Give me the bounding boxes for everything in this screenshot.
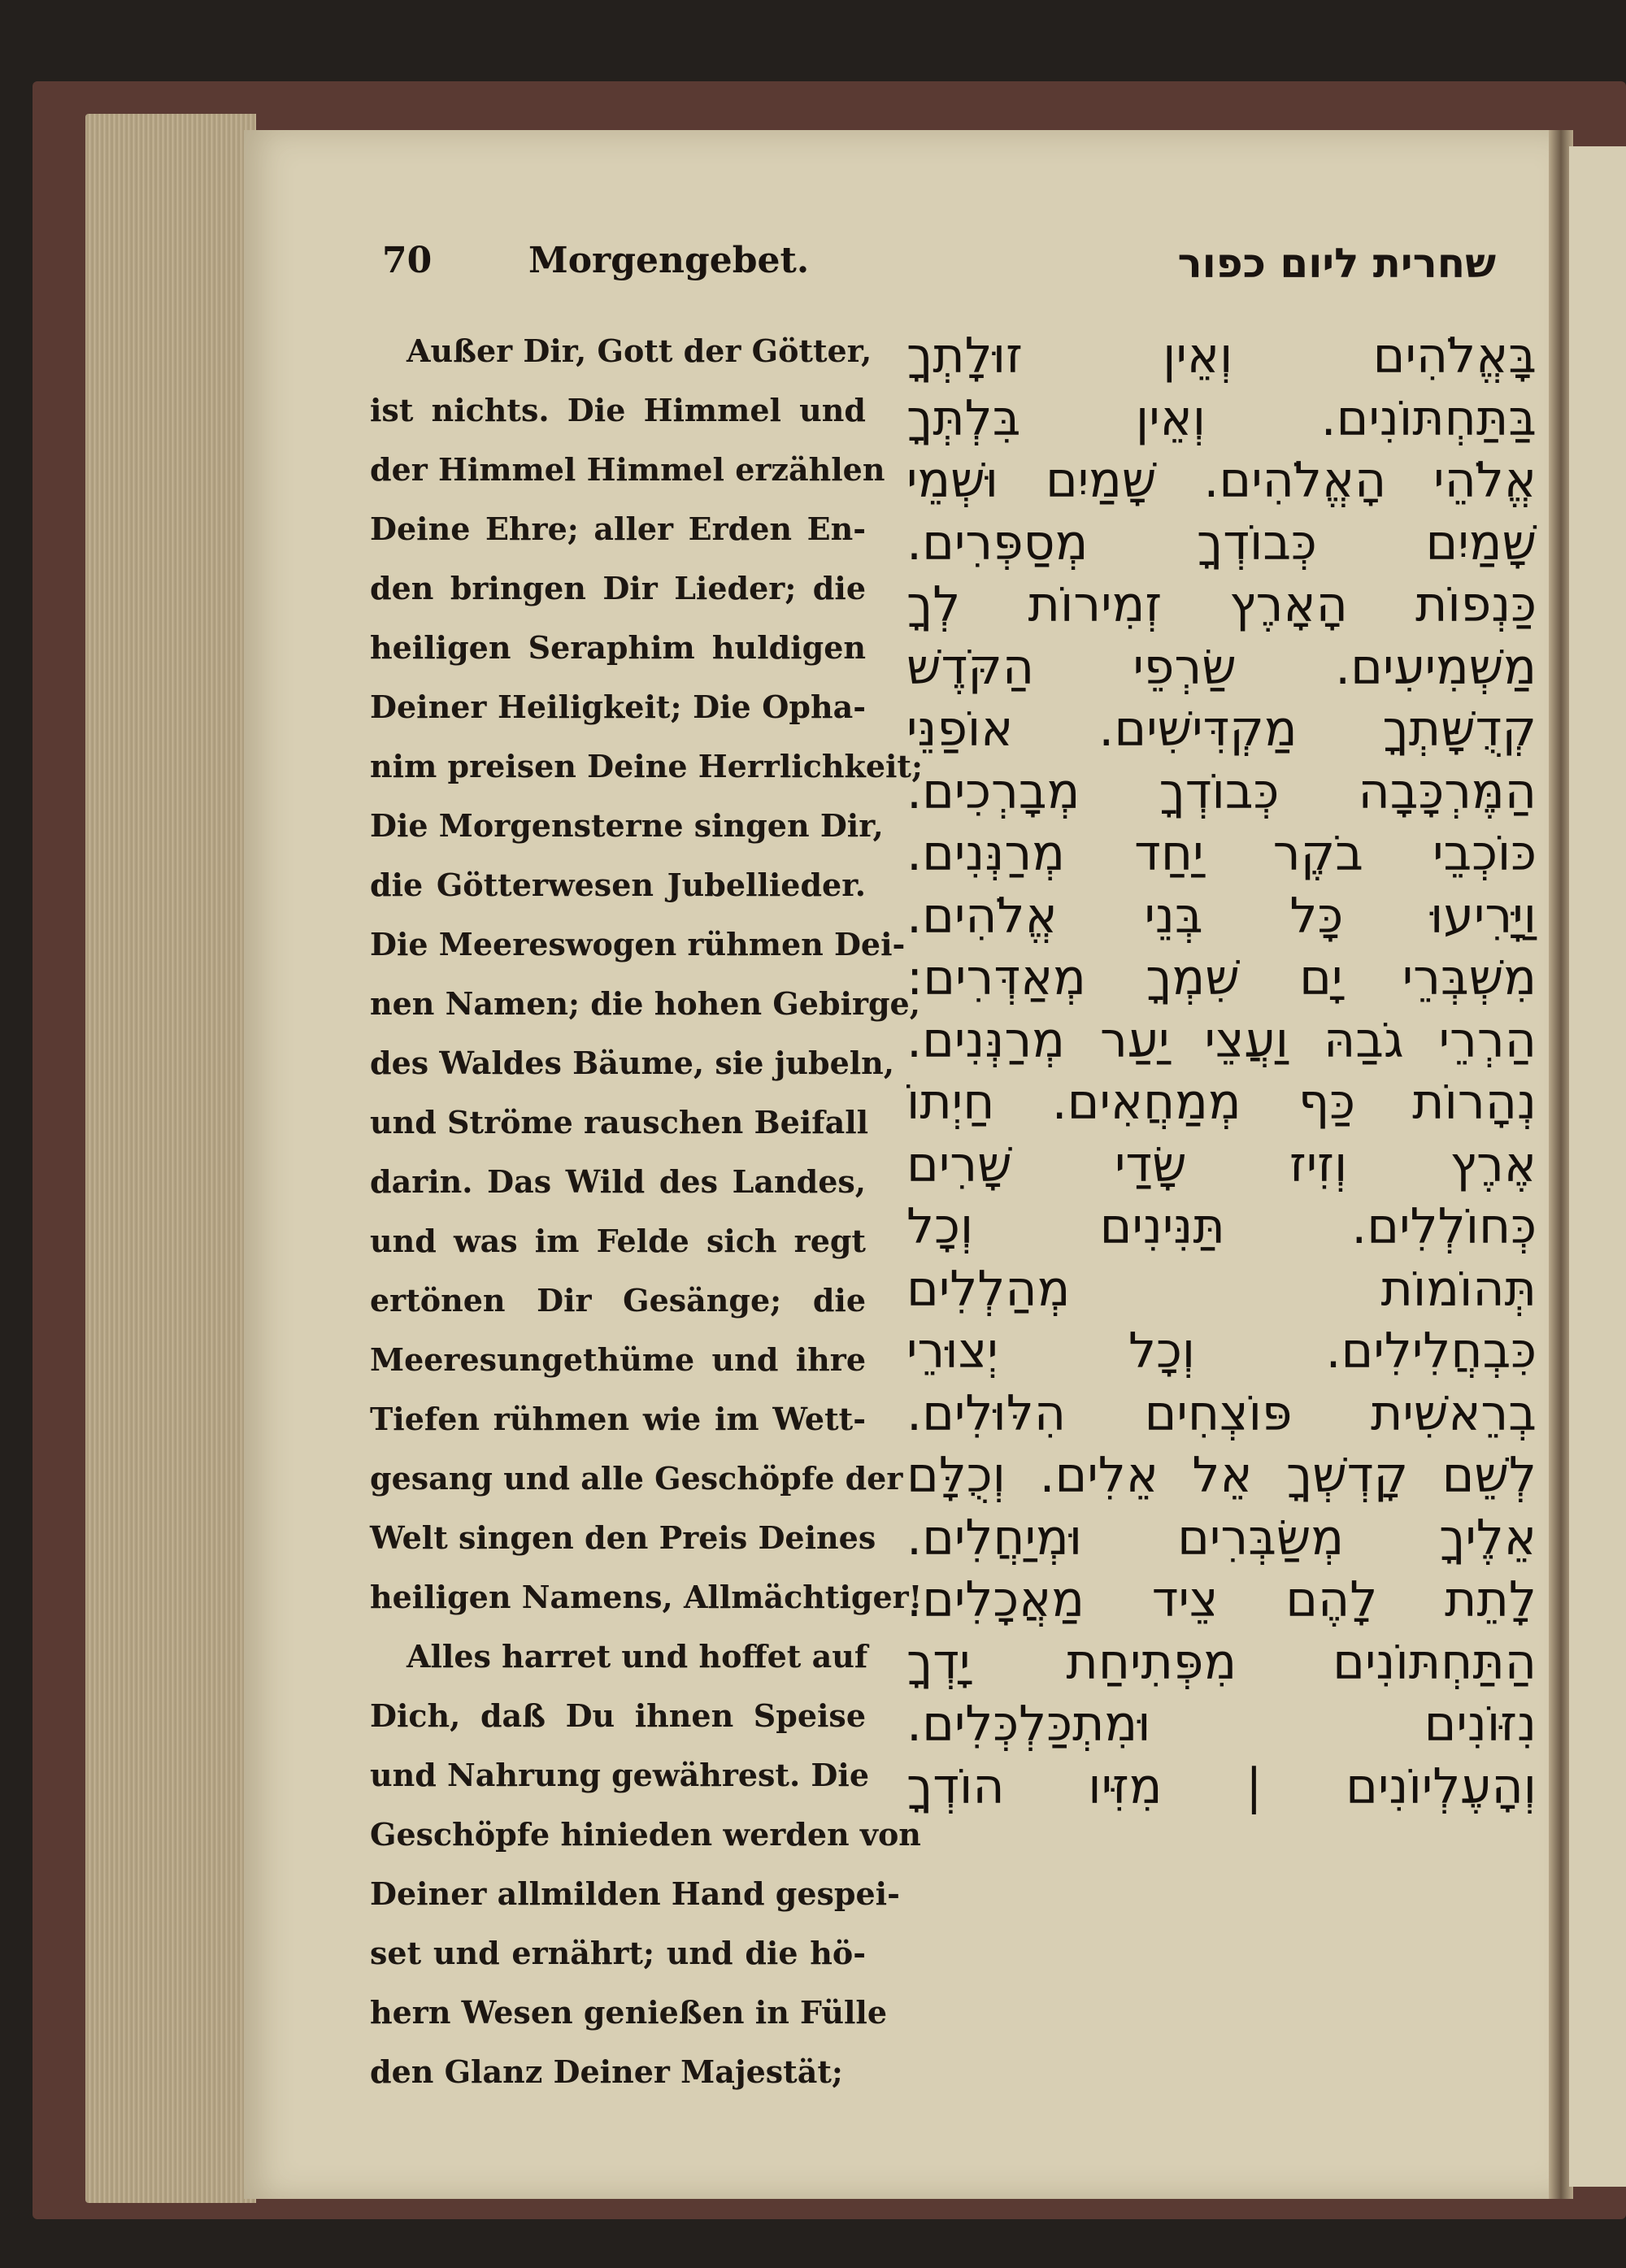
german-text-line: der Himmel Himmel erzählen: [370, 451, 885, 488]
hebrew-text-line: לָתֵת לָהֶם צֵיד מַאֲכָלִים.: [906, 1571, 1537, 1628]
running-title-hebrew: שחרית ליום כפור: [1177, 240, 1496, 287]
german-text-line: und was im Felde sich regt: [370, 1223, 866, 1259]
german-text-line: die Götterwesen Jubellieder.: [370, 867, 866, 903]
hebrew-text-line: מִשְׁבְּרֵי יָם שִׁמְךָ מְאַדְּרִים:: [906, 949, 1537, 1006]
german-text-line: heiligen Namens, Allmächtiger!: [370, 1579, 923, 1615]
german-text-line: gesang und alle Geschöpfe der: [370, 1460, 903, 1497]
german-text-line: nen Namen; die hohen Gebirge,: [370, 985, 920, 1022]
hebrew-text-line: בָּאֱלֹהִים וְאֵין זוּלָתְךָ: [906, 328, 1537, 385]
hebrew-text-line: מַשְׁמִיעִים. שַׂרְפֵי הַקֹּדֶשׁ: [906, 638, 1537, 696]
german-text-line: Tiefen rühmen wie im Wett-: [370, 1401, 866, 1437]
german-text-line: Deiner Heiligkeit; Die Opha-: [370, 689, 866, 725]
german-text-line: nim preisen Deine Herrlichkeit;: [370, 748, 924, 784]
german-text-line: Deiner allmilden Hand gespei-: [370, 1875, 900, 1912]
german-text-line: ertönen Dir Gesänge; die: [370, 1282, 866, 1319]
hebrew-text-line: קְדֻשָּׁתְךָ מַקְדִּישִׁים. אוֹפַנֵּי: [906, 701, 1537, 758]
german-text-line: und Nahrung gewährest. Die: [370, 1757, 869, 1793]
hebrew-text-line: כּוֹכְבֵי בֹקֶר יַחַד מְרַנְּנִים.: [906, 825, 1537, 882]
german-text-line: Deine Ehre; aller Erden En-: [370, 511, 866, 547]
hebrew-text-line: שָׁמַיִם כְּבוֹדְךָ מְסַפְּרִים.: [906, 514, 1537, 571]
german-text-line: Die Morgensterne singen Dir,: [370, 807, 884, 844]
german-text-line: darin. Das Wild des Landes,: [370, 1163, 866, 1200]
hebrew-text-line: כַּנְפוֹת הָאָרֶץ זְמִירוֹת לְךָ: [906, 576, 1537, 633]
running-title-german: Morgengebet.: [528, 240, 810, 281]
hebrew-text-line: כְּחוֹלְלִים. תַּנִּינִים וְכָל: [906, 1198, 1537, 1255]
hebrew-text-line: אֱלֹהֵי הָאֱלֹהִים. שָׁמַיִם וּשְׁמֵי: [906, 452, 1537, 509]
german-text-line: Geschöpfe hinieden werden von: [370, 1816, 921, 1853]
german-text-line: Die Meereswogen rühmen Dei-: [370, 926, 906, 962]
hebrew-text-line: בַּתַּחְתּוֹנִים. וְאֵין בִּלְתְּךָ: [906, 389, 1537, 447]
german-text-line: set und ernährt; und die hö-: [370, 1935, 866, 1971]
german-text-line: heiligen Seraphim huldigen: [370, 629, 866, 666]
page-number: 70: [382, 240, 433, 281]
german-text-line: hern Wesen genießen in Fülle: [370, 1994, 888, 2031]
hebrew-text-line: הַרְרֵי גֹבַהּ וַעֲצֵי יַעַר מְרַנְּנִים.: [906, 1011, 1537, 1069]
hebrew-text-line: וְהָעֶלְיוֹנִים | מִזִּיו הוֹדְךָ: [906, 1757, 1537, 1815]
hebrew-text-line: אֶרֶץ וְזִיז שָׂדַי שָׁרִים: [906, 1136, 1537, 1193]
german-text-line: Meeresungethüme und ihre: [370, 1341, 866, 1378]
hebrew-text-line: בְרֵאשִׁית פּוֹצְחִים הִלּוּלִים.: [906, 1384, 1537, 1442]
hebrew-text-line: אֵלֶיךָ מְשַׂבְּרִים וּמְיַחֲלִים.: [906, 1509, 1537, 1566]
hebrew-text-column: [906, 325, 1537, 2130]
german-text-line: den bringen Dir Lieder; die: [370, 570, 866, 606]
german-text-line: Welt singen den Preis Deines: [370, 1519, 876, 1556]
german-text-line: Alles harret und hoffet auf: [406, 1638, 868, 1675]
german-text-line: Außer Dir, Gott der Götter,: [406, 332, 872, 369]
hebrew-text-line: הַמֶּרְכָּבָה כְּבוֹדְךָ מְבָרְכִים.: [906, 763, 1537, 820]
page-edges: [85, 114, 256, 2203]
german-text-line: ist nichts. Die Himmel und: [370, 392, 866, 428]
hebrew-text-line: לְשֵׁם קָדְשְׁךָ אֵל אֵלִים. וְכֻלָּם: [906, 1447, 1537, 1504]
page-header: [382, 240, 1504, 305]
german-text-line: des Waldes Bäume, sie jubeln,: [370, 1045, 895, 1081]
german-text-line: den Glanz Deiner Majestät;: [370, 2053, 843, 2090]
hebrew-text-line: הַתַּחְתּוֹנִים מִפְּתִיחַת יָדְךָ: [906, 1633, 1537, 1691]
hebrew-text-line: תְּהוֹמוֹת מְהַלְלִים: [906, 1260, 1537, 1318]
facing-page-edge: [1569, 146, 1626, 2187]
hebrew-text-line: וַיָּרִיעוּ כָּל בְּנֵי אֱלֹהִים.: [906, 887, 1537, 945]
hebrew-text-line: נְהָרוֹת כַּף מְמַחֲאִים. חַיְתוֹ: [906, 1074, 1537, 1131]
german-text-column: [370, 321, 924, 2093]
hebrew-text-line: נִזּוֹנִים וּמִתְכַּלְכְּלִים.: [906, 1696, 1537, 1753]
hebrew-text-line: כִּבְחֲלִילִים. וְכָל יְצוּרֵי: [906, 1323, 1537, 1379]
german-text-line: Dich, daß Du ihnen Speise: [370, 1697, 866, 1734]
german-text-line: und Ströme rauschen Beifall: [370, 1104, 869, 1141]
